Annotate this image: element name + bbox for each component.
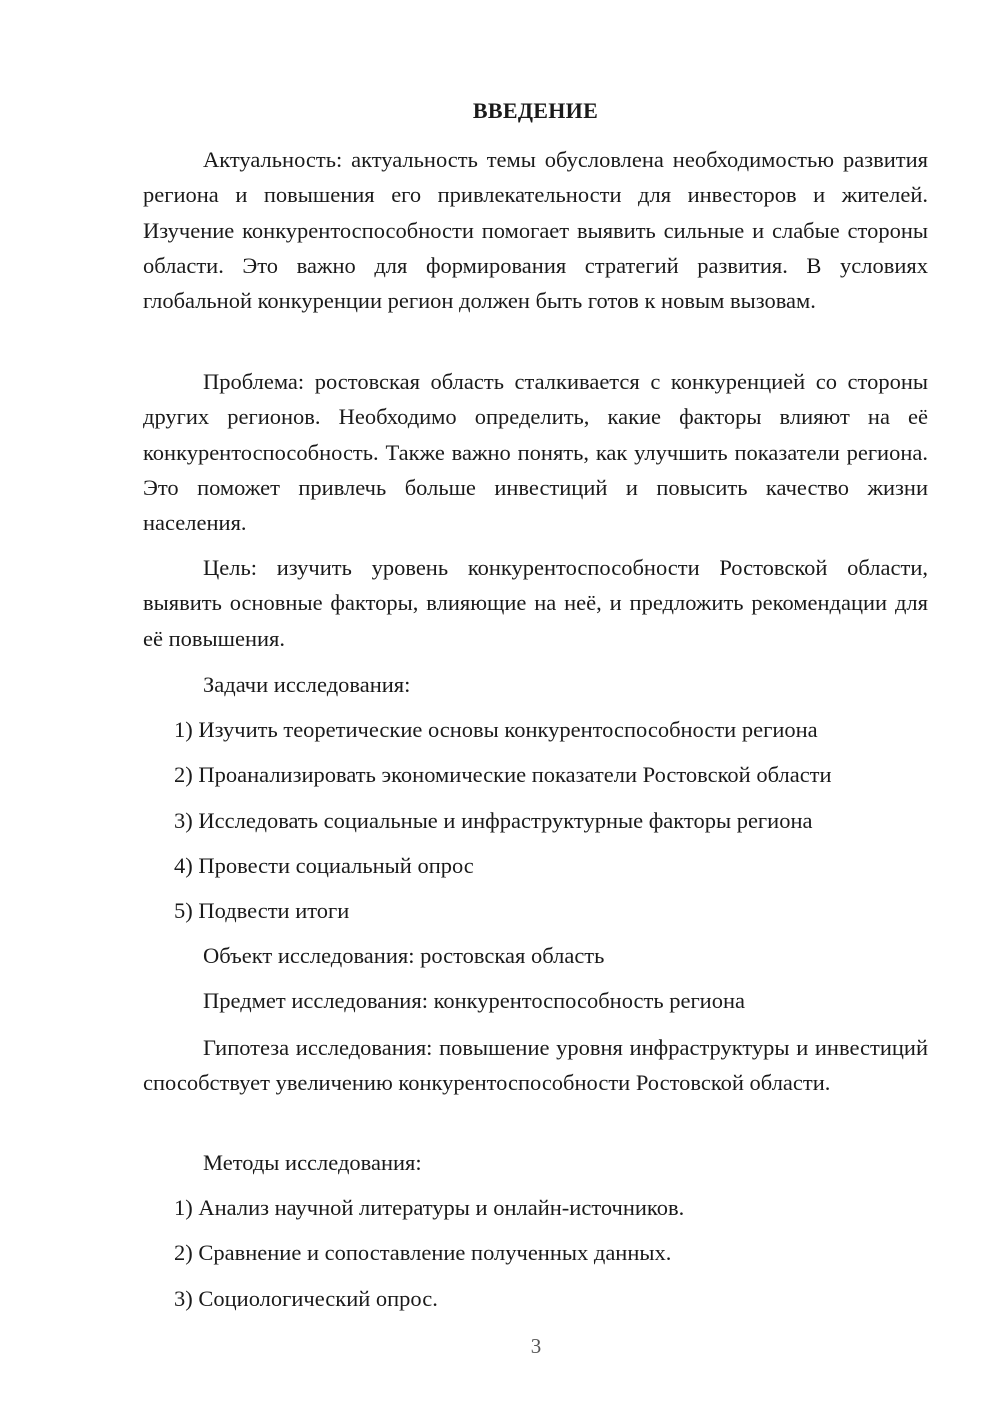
goal-paragraph: Цель: изучить уровень конкурентоспособности Ростовской области, выявить основные факторы, влияющие на неё, и предложить рекомендации для её повышения.	[143, 555, 928, 651]
tasks-heading: Задачи исследования:	[203, 672, 411, 697]
research-object: Объект исследования: ростовская область	[203, 943, 605, 968]
task-item: 4) Провести социальный опрос	[174, 853, 474, 878]
research-subject: Предмет исследования: конкурентоспособность региона	[203, 988, 745, 1013]
task-item: 2) Проанализировать экономические показатели Ростовской области	[174, 762, 832, 787]
page-number: 3	[530, 1334, 542, 1358]
task-item: 5) Подвести итоги	[174, 898, 350, 923]
relevance-paragraph: Актуальность: актуальность темы обусловлена необходимостью развития региона и повышения его привлекательности для инвесторов и жителей. Изучение конкурентоспособности помогает выявить сильные и слабые стороны области. Это важно для формирования стратегий развития. В условиях глобальной конкуренции регион должен быть готов к новым вызовам.	[143, 147, 928, 314]
task-item: 3) Исследовать социальные и инфраструктурные факторы региона	[174, 808, 813, 833]
methods-heading: Методы исследования:	[203, 1150, 422, 1175]
problem-paragraph: Проблема: ростовская область сталкивается с конкуренцией со стороны других регионов. Необходимо определить, какие факторы влияют на её конкурентоспособность. Также важно понять, как улучшить показатели региона. Это поможет привлечь больше инвестиций и повысить качество жизни населения.	[143, 369, 928, 536]
method-item: 1) Анализ научной литературы и онлайн-источников.	[174, 1195, 685, 1220]
method-item: 2) Сравнение и сопоставление полученных данных.	[174, 1240, 672, 1265]
method-item: 3) Социологический опрос.	[174, 1286, 438, 1311]
hypothesis-paragraph: Гипотеза исследования: повышение уровня инфраструктуры и инвестиций способствует увеличению конкурентоспособности Ростовской области.	[143, 1035, 928, 1096]
task-item: 1) Изучить теоретические основы конкурентоспособности региона	[174, 717, 818, 742]
page-title: ВВЕДЕНИЕ	[472, 98, 599, 123]
